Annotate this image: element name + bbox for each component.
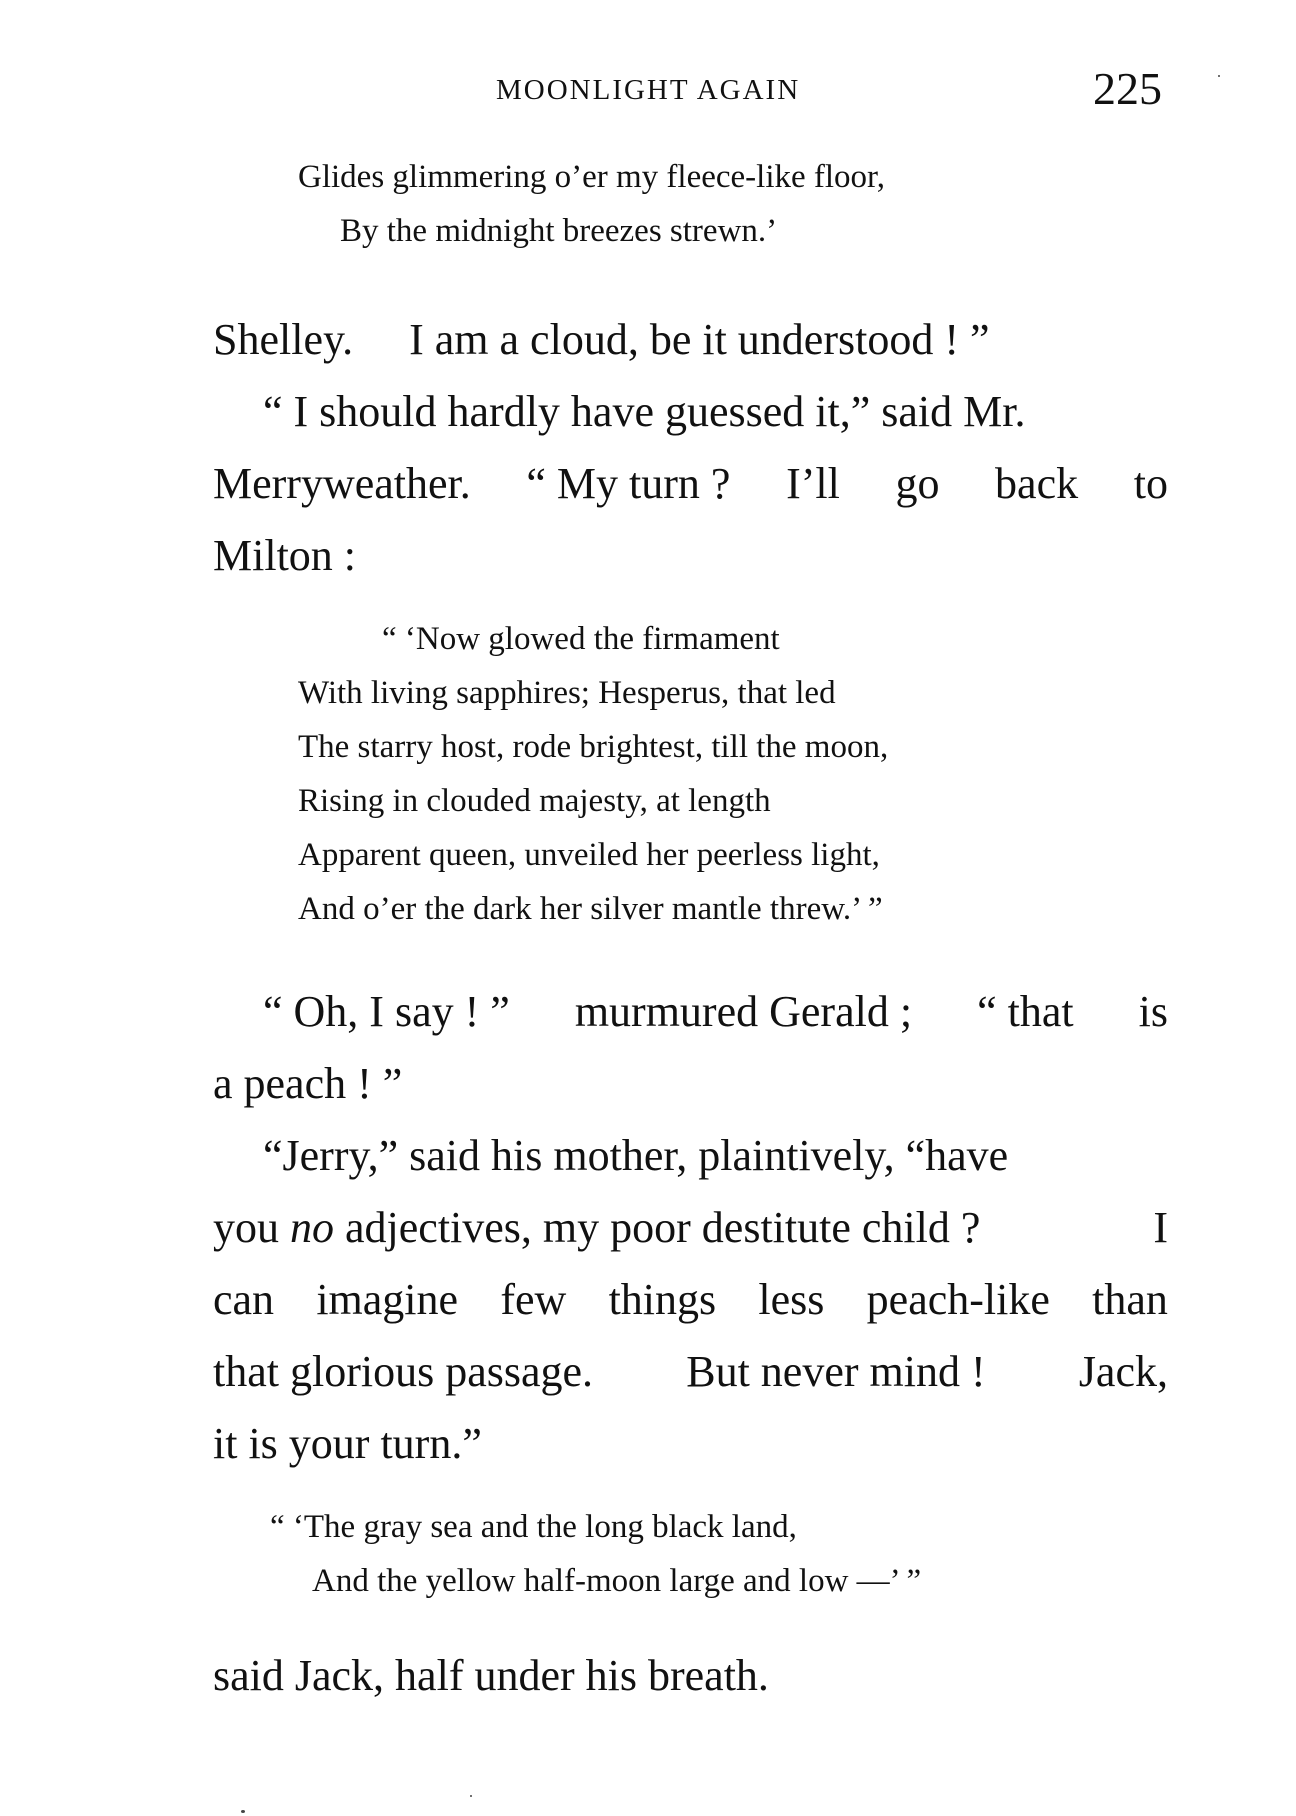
verse-line: Apparent queen, unveiled her peerless light, <box>298 837 880 873</box>
verse-stanza-shelley <box>0 150 1296 258</box>
text-run: I’ll <box>786 459 840 508</box>
prose-paragraph <box>213 976 1168 1480</box>
text-run: Milton : <box>213 531 357 580</box>
emphasis-text: no <box>290 1203 334 1252</box>
text-run: “ that <box>977 987 1074 1036</box>
prose-line <box>213 1408 1168 1480</box>
scan-speck <box>241 1810 245 1813</box>
text-run: “Jerry,” said his mother, plaintively, “have <box>263 1131 1009 1180</box>
prose-line <box>213 1336 1168 1408</box>
text-run: Jack, <box>1078 1347 1168 1396</box>
scan-speck <box>470 1795 472 1797</box>
prose-line <box>213 1048 1168 1120</box>
text-run: Merryweather. <box>213 459 471 508</box>
running-title: MOONLIGHT AGAIN <box>496 74 801 106</box>
prose-paragraph <box>213 304 1168 592</box>
prose-line <box>213 1120 1168 1192</box>
text-run: back <box>995 459 1079 508</box>
text-run: “ My turn ? <box>526 459 731 508</box>
text-run: imagine <box>316 1275 459 1324</box>
verse-line: And o’er the dark her silver mantle threw.’ ” <box>298 891 883 927</box>
text-run: murmured Gerald ; <box>574 987 913 1036</box>
text-run: less <box>758 1275 825 1324</box>
text-run: things <box>608 1275 717 1324</box>
prose-line <box>213 376 1168 448</box>
text-run: But never mind ! <box>686 1347 986 1396</box>
prose-line <box>213 448 1168 520</box>
prose-line <box>213 304 1168 376</box>
page-number: 225 <box>1093 63 1162 114</box>
verse-line: “ ‘Now glowed the firmament <box>382 621 780 657</box>
prose-line <box>213 1192 1168 1264</box>
scan-speck <box>1218 75 1220 77</box>
text-run: few <box>500 1275 567 1324</box>
running-head <box>0 62 1296 122</box>
prose-paragraph <box>213 1640 1168 1712</box>
prose-line <box>213 976 1168 1048</box>
verse-stanza-milton <box>0 612 1296 936</box>
prose-line <box>213 520 1168 592</box>
text-run: you <box>213 1203 279 1252</box>
text-run: is <box>1138 987 1168 1036</box>
text-run: Shelley. <box>213 315 354 364</box>
text-run: can <box>213 1275 275 1324</box>
text-run: a peach ! ” <box>213 1059 403 1108</box>
text-run: “ Oh, I say ! ” <box>263 987 510 1036</box>
text-run: “ I should hardly have guessed it,” said Mr. <box>263 387 1026 436</box>
text-run: it is your turn.” <box>213 1419 482 1468</box>
text-run: said Jack, half under his breath. <box>213 1651 769 1700</box>
verse-line: Glides glimmering o’er my fleece-like floor, <box>298 159 885 195</box>
verse-line: Rising in clouded majesty, at length <box>298 783 771 819</box>
text-run: peach-like <box>866 1275 1050 1324</box>
verse-line: With living sapphires; Hesperus, that led <box>298 675 836 711</box>
verse-line: And the yellow half-moon large and low —’ ” <box>312 1563 922 1599</box>
text-run: to <box>1133 459 1168 508</box>
prose-line <box>213 1640 1168 1712</box>
verse-line: “ ‘The gray sea and the long black land, <box>270 1509 797 1545</box>
text-run: I am a cloud, be it understood ! ” <box>409 315 990 364</box>
text-run: than <box>1092 1275 1168 1324</box>
prose-line <box>213 1264 1168 1336</box>
verse-stanza-browning <box>0 1500 1296 1608</box>
text-run: go <box>895 459 940 508</box>
verse-line: The starry host, rode brightest, till the moon, <box>298 729 889 765</box>
text-run: I <box>1153 1203 1168 1252</box>
verse-line: By the midnight breezes strewn.’ <box>340 213 778 249</box>
text-run: that glorious passage. <box>213 1347 594 1396</box>
text-run: adjectives, my poor destitute child ? <box>345 1203 981 1252</box>
